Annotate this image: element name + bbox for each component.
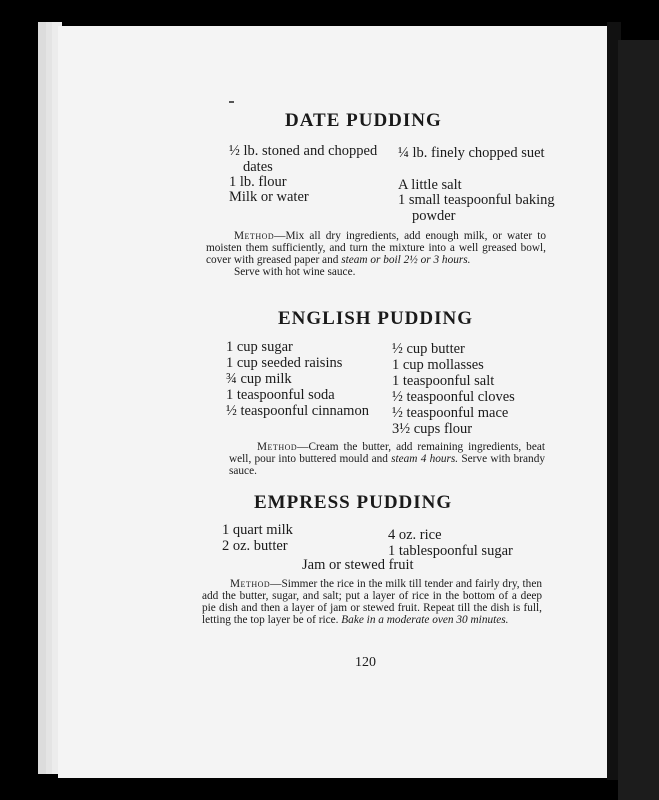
- facing-page: [618, 40, 659, 800]
- method-instruction: steam or boil 2½ or 3 hours.: [341, 254, 471, 266]
- method-paragraph: [206, 230, 546, 278]
- ingredient: 1 cup mollasses: [392, 357, 484, 373]
- page-number: 120: [355, 655, 376, 670]
- ingredient: ½ lb. stoned and chopped dates: [229, 143, 378, 175]
- method-text: —Cream the butter, add remaining ingredients, beat well, pour into buttered mould and: [229, 441, 545, 465]
- ingredient: 1 quart milk: [222, 522, 293, 538]
- method-paragraph: [229, 441, 545, 477]
- method-paragraph: [202, 578, 542, 626]
- method-instruction: steam 4 hours.: [391, 453, 459, 465]
- book-page: [58, 26, 612, 778]
- ingredient: ½ cup butter: [392, 341, 465, 357]
- method-text: —Simmer the rice in the milk till tender and fairly dry, then add the butter, sugar, and salt; put a layer of rice in the bottom of a deep pie dish and then a layer of jam or stewed fruit. Repeat till the dish is full, letting the top layer be of rice.: [202, 578, 542, 626]
- ingredient: 3½ cups flour: [392, 421, 473, 437]
- ingredient: ½ teaspoonful cinnamon: [226, 403, 369, 419]
- ingredient: 1 lb. flour: [229, 174, 287, 190]
- print-speck: [229, 101, 234, 103]
- ingredient: 1 cup seeded raisins: [226, 355, 343, 371]
- method-label: Method: [234, 230, 275, 242]
- ingredient: 1 teaspoonful soda: [226, 387, 335, 403]
- ingredient: 2 oz. butter: [222, 538, 288, 554]
- recipe-title-empress-pudding: EMPRESS PUDDING: [254, 492, 453, 513]
- recipe-title-date-pudding: DATE PUDDING: [285, 110, 442, 131]
- ingredient: ½ teaspoonful cloves: [392, 389, 515, 405]
- ingredient: 1 cup sugar: [226, 339, 293, 355]
- ingredient: ¾ cup milk: [226, 371, 292, 387]
- ingredient: ½ teaspoonful mace: [392, 405, 509, 421]
- method-label: Method: [257, 441, 298, 453]
- method-instruction: Bake in a moderate oven 30 minutes.: [341, 614, 509, 626]
- ingredient: 1 small teaspoonful baking powder: [398, 192, 555, 224]
- ingredient: A little salt: [398, 177, 462, 193]
- method-text: —Mix all dry ingredients, add enough milk, or water to moisten them sufficiently, and turn the mixture into a well greased bowl, cover with greased paper and: [206, 230, 546, 266]
- ingredient: ¼ lb. finely chopped suet: [398, 145, 545, 161]
- ingredient: 1 tablespoonful sugar: [388, 543, 513, 559]
- serving-note: Serve with hot wine sauce.: [234, 266, 356, 278]
- ingredient: Milk or water: [229, 189, 309, 205]
- ingredient: Jam or stewed fruit: [302, 557, 414, 573]
- recipe-title-english-pudding: ENGLISH PUDDING: [278, 308, 473, 329]
- method-label: Method: [230, 578, 271, 590]
- ingredient: 4 oz. rice: [388, 527, 442, 543]
- method-text: Serve with brandy sauce.: [229, 453, 545, 477]
- ingredient: 1 teaspoonful salt: [392, 373, 495, 389]
